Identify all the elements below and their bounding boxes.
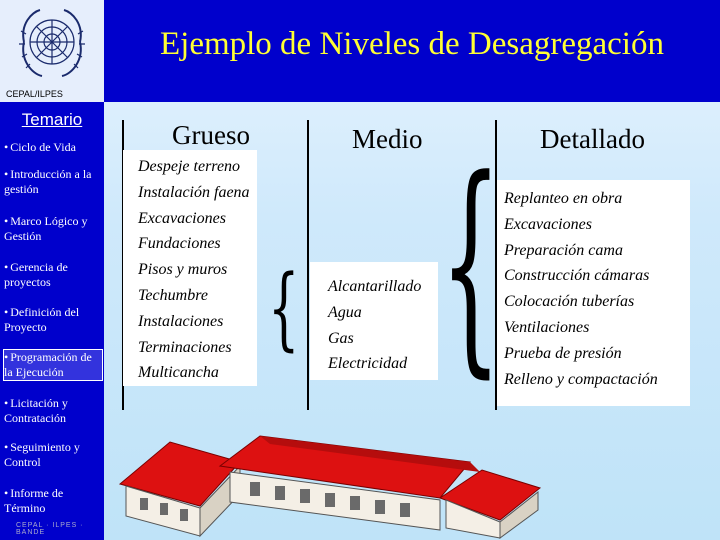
grueso-list (138, 154, 250, 386)
list-item: Fundaciones (138, 235, 221, 253)
sidebar-item-informe[interactable] (4, 486, 102, 516)
sidebar-item-programacion[interactable] (4, 350, 102, 380)
logo-box (0, 0, 104, 86)
sidebar-item-label: Seguimiento y Control (4, 440, 80, 469)
bullet-dot-icon: • (4, 440, 9, 454)
sidebar (0, 102, 104, 540)
heading-detallado: Detallado (540, 124, 645, 154)
sidebar-item-gerencia[interactable] (4, 260, 102, 290)
list-item: Replanteo en obra (504, 190, 623, 207)
header-bar (0, 0, 720, 102)
sidebar-item-licitacion[interactable] (4, 396, 102, 426)
org-label: CEPAL/ILPES (0, 86, 104, 102)
bullet-dot-icon: • (4, 305, 9, 319)
list-item: Excavaciones (504, 215, 592, 233)
un-emblem-icon (10, 4, 94, 84)
sidebar-item-label: Gerencia de proyectos (4, 260, 68, 289)
sidebar-item-label: Programación de la Ejecución (4, 350, 92, 379)
medio-list (328, 274, 421, 377)
sidebar-item-label: Definición del Proyecto (4, 305, 80, 334)
bullet-dot-icon: • (4, 260, 9, 274)
list-item: Terminaciones (138, 338, 232, 356)
list-item: Agua (328, 303, 362, 321)
sidebar-item-label: Marco Lógico y Gestión (4, 214, 88, 243)
detallado-list (504, 186, 658, 392)
bullet-dot-icon: • (4, 167, 9, 181)
list-item: Construcción cámaras (504, 267, 650, 285)
sidebar-item-label: Ciclo de Vida (10, 140, 76, 154)
list-item: Pisos y muros (138, 261, 228, 279)
sidebar-item-introduccion[interactable] (4, 167, 102, 197)
sidebar-item-ciclo-de-vida[interactable] (4, 140, 102, 155)
heading-grueso: Grueso (172, 120, 250, 150)
list-item: Prueba de presión (504, 344, 622, 362)
sidebar-item-marco-logico[interactable] (4, 214, 102, 244)
sidebar-footer: CEPAL · ILPES · BANDE (16, 522, 84, 536)
bullet-dot-icon: • (4, 486, 9, 500)
bullet-dot-icon: • (4, 396, 9, 410)
column-divider (307, 120, 309, 410)
sidebar-item-label: Informe de Término (4, 486, 64, 515)
sidebar-title: Temario (21, 110, 83, 129)
list-item: Ventilaciones (504, 318, 590, 336)
school-building-illustration (110, 432, 550, 540)
list-item: Preparación cama (504, 241, 623, 259)
sidebar-item-seguimiento[interactable] (4, 440, 102, 470)
bullet-dot-icon: • (4, 140, 9, 154)
list-item: Techumbre (138, 286, 208, 304)
sidebar-item-label: Introducción a la gestión (4, 167, 92, 196)
heading-medio: Medio (352, 124, 423, 154)
list-item: Despeje terreno (138, 158, 241, 175)
large-brace-icon: { (440, 131, 502, 398)
sidebar-item-label: Licitación y Contratación (4, 396, 68, 425)
list-item: Alcantarillado (328, 278, 422, 295)
list-item: Instalación faena (138, 183, 250, 201)
list-item: Colocación tuberías (504, 293, 635, 311)
sidebar-item-definicion[interactable] (4, 305, 102, 335)
bullet-dot-icon: • (4, 350, 9, 364)
list-item: Instalaciones (138, 312, 224, 330)
page-title: Ejemplo de Niveles de Desagregación (160, 26, 664, 62)
list-item: Excavaciones (138, 209, 226, 227)
list-item: Relleno y compactación (504, 370, 658, 388)
list-item: Electricidad (328, 355, 408, 373)
list-item: Multicancha (138, 364, 219, 382)
list-item: Gas (328, 329, 354, 347)
bullet-dot-icon: • (4, 214, 9, 228)
small-brace-icon: { (268, 256, 300, 361)
